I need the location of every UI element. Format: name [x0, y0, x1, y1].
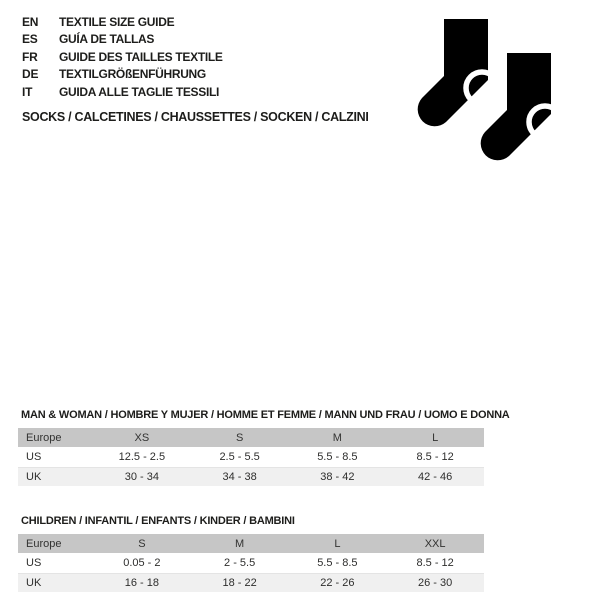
size-cell: 8.5 - 12 [416, 450, 454, 463]
size-cell: 30 - 34 [124, 470, 159, 483]
size-cell: 8.5 - 12 [416, 556, 454, 569]
column-header: L [334, 537, 341, 550]
size-cell: 2 - 5.5 [224, 556, 256, 569]
column-header: S [235, 431, 244, 444]
size-cell: 5.5 - 8.5 [317, 556, 358, 569]
column-header: M [235, 537, 245, 550]
size-table-children [18, 534, 484, 592]
language-row-en [22, 13, 223, 31]
size-cell: 12.5 - 2.5 [118, 450, 166, 463]
column-header: M [332, 431, 342, 444]
column-header: XS [134, 431, 150, 444]
language-code: ES [22, 32, 38, 47]
size-table-man-woman [18, 428, 484, 486]
language-label: TEXTILGRÖßENFÜHRUNG [59, 67, 206, 82]
table-header-row [18, 428, 484, 447]
size-cell: 18 - 22 [222, 576, 257, 589]
size-cell: 0.05 - 2 [123, 556, 161, 569]
language-label: GUIDA ALLE TAGLIE TESSILI [59, 84, 220, 99]
language-row-it [22, 83, 223, 101]
size-cell: 38 - 42 [320, 470, 355, 483]
size-cell: 5.5 - 8.5 [317, 450, 358, 463]
table-row-uk [18, 467, 484, 486]
language-code: EN [22, 14, 39, 29]
size-cell: 26 - 30 [418, 576, 453, 589]
size-cell: 42 - 46 [418, 470, 453, 483]
column-header: L [432, 431, 439, 444]
language-row-de [22, 66, 223, 84]
row-label: UK [26, 576, 42, 589]
size-cell: 34 - 38 [222, 470, 257, 483]
category-title: SOCKS / CALCETINES / CHAUSSETTES / SOCKEN / CALZINI [22, 110, 369, 124]
row-label: US [26, 450, 42, 463]
language-code: DE [22, 67, 39, 82]
language-label: GUIDE DES TAILLES TEXTILE [59, 49, 223, 64]
language-row-es [22, 31, 223, 49]
size-cell: 2.5 - 5.5 [219, 450, 260, 463]
language-label: GUÍA DE TALLAS [59, 32, 155, 47]
column-header: Europe [26, 431, 62, 444]
table-title: MAN & WOMAN / HOMBRE Y MUJER / HOMME ET FEMME / MANN UND FRAU / UOMO E DONNA [21, 409, 510, 421]
table-row-us [18, 447, 484, 466]
column-header: Europe [26, 537, 62, 550]
table-header-row [18, 534, 484, 553]
language-list [22, 13, 223, 101]
table-row-uk [18, 573, 484, 592]
row-label: US [26, 556, 42, 569]
size-cell: 16 - 18 [124, 576, 159, 589]
language-code: FR [22, 49, 38, 64]
language-row-fr [22, 48, 223, 66]
column-header: S [138, 537, 146, 550]
table-row-us [18, 553, 484, 572]
row-label: UK [26, 470, 42, 483]
language-label: TEXTILE SIZE GUIDE [59, 14, 175, 29]
column-header: XXL [424, 537, 446, 550]
language-code: IT [22, 84, 33, 99]
socks-icon [405, 10, 570, 185]
size-cell: 22 - 26 [320, 576, 355, 589]
table-title: CHILDREN / INFANTIL / ENFANTS / KINDER / BAMBINI [21, 515, 295, 527]
